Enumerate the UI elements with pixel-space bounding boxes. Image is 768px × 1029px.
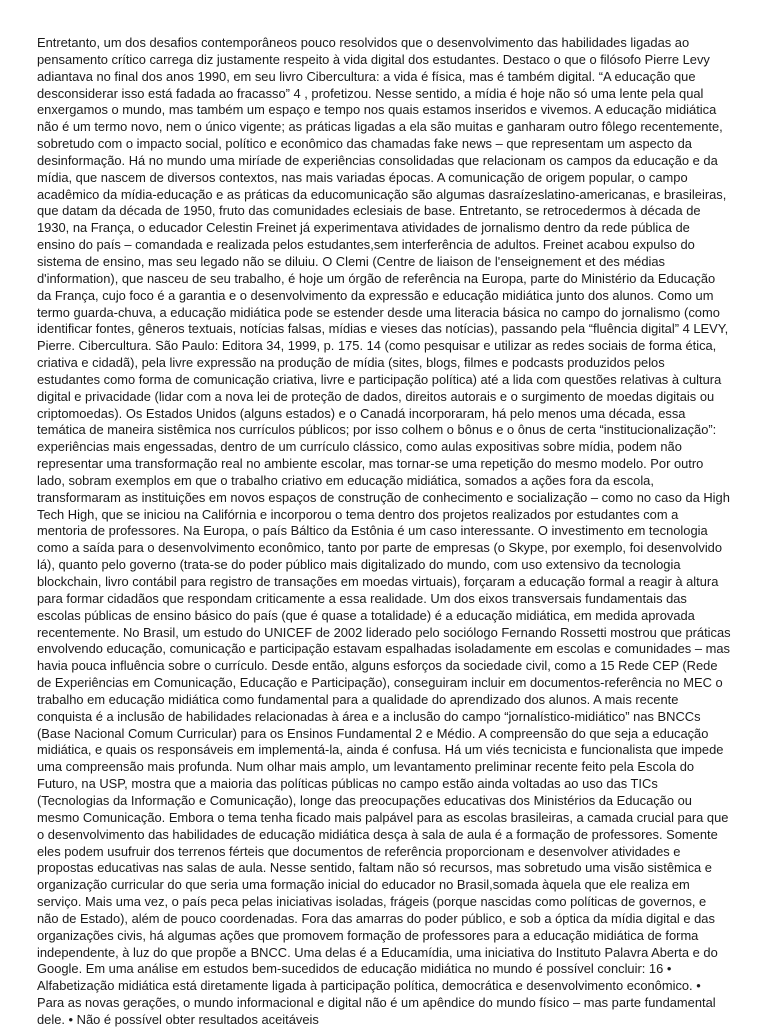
body-paragraph: Entretanto, um dos desafios contemporâneos pouco resolvidos que o desenvolvimento das habilidades ligadas ao pensamento crítico carrega diz justamente respeito à vida digital dos estudantes. Destaco o que o filósofo Pierre Levy adiantava no final dos anos 1990, em seu livro Cibercultura: a vida é física, mas é também digital. “A educação que desconsiderar isso está fadada ao fracasso” 4 , profetizou. Nesse sentido, a mídia é hoje não só uma lente pela qual enxergamos o mundo, mas também um espaço e tempo nos quais estamos inseridos e vivemos. A educação midiática não é um termo novo, nem o único vigente; as práticas ligadas a ela são muitas e ganharam outro fôlego recentemente, sobretudo com o impacto social, político e econômico das chamadas fake news – que representam um aspecto da desinformação. Há no mundo uma miríade de experiências consolidadas que relacionam os campos da educação e da mídia, que nascem de diversos contextos, nas mais variadas épocas. A comunicação de origem popular, o campo acadêmico da mídia-educação e as práticas da educomunicação são algumas dasraízeslatino-americanas, e brasileiras, que datam da década de 1950, fruto das comunidades eclesiais de base. Entretanto, se retrocedermos à década de 1930, na França, o educador Celestin Freinet já experimentava atividades de jornalismo dentro da rede pública de ensino do país – comandada e realizada pelos estudantes,sem interferência de adultos. Freinet acabou expulso do sistema de ensino, mas seu legado não se diluiu. O Clemi (Centre de liaison de l'enseignement et des médias d'information), que nasceu de seu trabalho, é hoje um órgão de referência na Europa, parte do Ministério da Educação da França, cujo foco é a garantia e o desenvolvimento da expressão e educação midiática junto dos alunos. Como um termo guarda-chuva, a educação midiática pode se estender desde uma literacia básica no campo do jornalismo (como identificar fontes, gêneros textuais, notícias falsas, mídias e vieses das notícias), passando pela “fluência digital” 4 LEVY, Pierre. Cibercultura. São Paulo: Editora 34, 1999, p. 175. 14 (como pesquisar e utilizar as redes sociais de forma ética, criativa e cidadã), pela livre expressão na produção de mídia (sites, blogs, filmes e podcasts produzidos pelos estudantes como forma de comunicação criativa, livre e participação política) até a lida com questões relativas à cultura digital e privacidade (lidar com a nova lei de proteção de dados, direitos autorais e o surgimento de moedas digitais ou criptomoedas). Os Estados Unidos (alguns estados) e o Canadá incorporaram, há pelo menos uma década, essa temática de maneira sistêmica nos currículos públicos; por isso colhem o bônus e o ônus de certa “institucionalização”: experiências mais engessadas, dentro de um currículo clássico, como aulas expositivas sobre mídia, podem não representar uma transformação real no ambiente escolar, mas tornar-se uma repetição do mesmo modelo. Por outro lado, sobram exemplos em que o trabalho criativo em educação midiática, somados a ações fora da escola, transformaram as instituições em novos espaços de construção de conhecimento e socialização – como no caso da High Tech High, que se iniciou na Califórnia e incorporou o tema dentro dos projetos realizados por estudantes com a mentoria de professores. Na Europa, o país Báltico da Estônia é um caso interessante. O investimento em tecnologia como a saída para o desenvolvimento econômico, tanto por parte de empresas (o Skype, por exemplo, foi desenvolvido lá), quanto pelo governo (trata-se do poder público mais digitalizado do mundo, com uso extensivo da tecnologia blockchain, livro contábil para registro de transações em moedas virtuais), forçaram a educação formal a reagir à altura para formar cidadãos que respondam criticamente a essa realidade. Um dos eixos transversais fundamentais das escolas públicas de ensino básico do país (que é quase a totalidade) é a educação midiática, em medida aprovada recentemente. No Brasil, um estudo do UNICEF de 2002 liderado pelo sociólogo Fernando Rossetti mostrou que práticas envolvendo educação, comunicação e participação estavam espalhadas isoladamente em escolas e comunidades – mas havia pouca influência sobre o currículo. Desde então, alguns esforços da sociedade civil, como a 15 Rede CEP (Rede de Experiências em Comunicação, Educação e Participação), conseguiram incluir em documentos-referência no MEC o trabalho em educação midiática como fundamental para a qualidade do aprendizado dos alunos. A mais recente conquista é a inclusão de habilidades relacionadas à área e a inclusão do campo “jornalístico-midiático” nas BNCCs (Base Nacional Comum Curricular) para os Ensinos Fundamental 2 e Médio. A compreensão do que seja a educação midiática, e quais os responsáveis em implementá-la, ainda é confusa. Há um viés tecnicista e funcionalista que impede uma compreensão mais profunda. Num olhar mais amplo, um levantamento preliminar recente feito pela Escola do Futuro, na USP, mostra que a maioria das políticas públicas no campo estão ainda voltadas ao uso das TICs (Tecnologias da Informação e Comunicação), longe das preocupações educativas dos Ministérios da Educação ou mesmo Comunicação. Embora o tema tenha ficado mais palpável para as escolas brasileiras, a camada crucial para que o desenvolvimento das habilidades de educação midiática desça à sala de aula é a formação de professores. Somente eles podem usufruir dos terrenos férteis que documentos de referência proporcionam e desenvolver atividades e propostas educativas nas salas de aula. Nesse sentido, faltam não só recursos, mas sobretudo uma visão sistêmica e organização curricular do que seria uma formação inicial do educador no Brasil,somada àquela que ele realiza em serviço. Mais uma vez, o país peca pelas iniciativas isoladas, frágeis (porque nascidas como políticas de governos, e não de Estado), além de pouco coordenadas. Fora das amarras do poder público, e sob a óptica da mídia digital e das organizações civis, há algumas ações que promovem formação de professores para a educação midiática de forma independente, à luz do que propõe a BNCC. Uma delas é a Educamídia, uma iniciativa do Instituto Palavra Aberta e do Google. Em uma análise em estudos bem-sucedidos de educação midiática no mundo é possível concluir: 16 • Alfabetização midiática está diretamente ligada à participação política, democrática e desenvolvimento econômico. • Para as novas gerações, o mundo informacional e digital não é um apêndice do mundo físico – mas parte fundamental dele. • Não é possível obter resultados aceitáveis xyxy=(37,35,731,1027)
document-page xyxy=(37,35,731,1029)
